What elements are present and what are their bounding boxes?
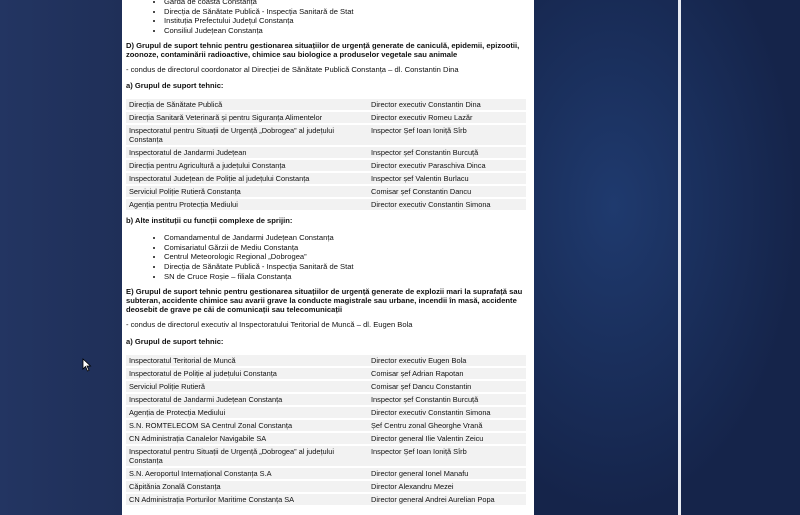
table-cell: Director executiv Eugen Bola — [368, 355, 526, 366]
table-cell: Inspector șef Valentin Burlacu — [368, 173, 526, 184]
section-e-led-by: - condus de directorul executiv al Inspectoratului Teritorial de Muncă – dl. Eugen Bola — [126, 319, 413, 329]
list-item: • SN de Cruce Roșie – filiala Constanța — [164, 272, 534, 282]
table-row — [126, 420, 526, 431]
table-cell: Comisar șef Dancu Constantin — [368, 381, 526, 392]
table-cell: Serviciul Poliție Rutieră — [126, 381, 368, 392]
table-row — [126, 381, 526, 392]
list-item: • Comisariatul Gărzii de Mediu Constanța — [164, 243, 534, 253]
top-institution-list — [122, 0, 534, 35]
table-cell: Director executiv Paraschiva Dinca — [368, 160, 526, 171]
table-row — [126, 99, 526, 110]
table-cell: Inspector șef Constantin Burcuță — [368, 147, 526, 158]
right-divider — [678, 0, 681, 515]
section-e-table — [126, 353, 526, 507]
section-d-table — [126, 97, 526, 212]
table-row — [126, 446, 526, 466]
table-cell: Inspectoratul Județean de Poliție al județului Constanța — [126, 173, 368, 184]
list-item: • Direcția de Sănătate Publică - Inspecția Sanitară de Stat — [164, 262, 534, 272]
table-cell: CN Administrația Canalelor Navigabile SA — [126, 433, 368, 444]
table-row — [126, 407, 526, 418]
document-page — [122, 0, 534, 515]
section-d-heading: D) Grupul de suport tehnic pentru gestionarea situațiilor de urgență generate de caniculă, epidemii, epizootii, zoonoze, contaminării radioactive, chimice sau biologice a produselor vegetale sau animale — [126, 41, 520, 60]
section-e-heading: E) Grupul de suport tehnic pentru gestionarea situațiilor de urgență generate de explozii mari la suprafață sau subteran, accidente chimice sau avarii grave la conducte magistrale sau urbane, incendii în masă, accidente deosebit de grave pe căi de comunicații sau telecomunicații — [126, 287, 523, 315]
table-cell: Comisar șef Constantin Dancu — [368, 186, 526, 197]
table-cell: Căpitănia Zonală Constanța — [126, 481, 368, 492]
table-row — [126, 468, 526, 479]
list-item: • Consiliul Județean Constanța — [164, 26, 534, 36]
table-cell: Șef Centru zonal Gheorghe Vrană — [368, 420, 526, 431]
list-item: • Centrul Meteorologic Regional „Dobrogea” — [164, 252, 534, 262]
list-item: • Direcția de Sănătate Publică - Inspecția Sanitară de Stat — [164, 7, 534, 17]
table-cell: Inspectoratul de Poliție al județului Constanța — [126, 368, 368, 379]
table-cell: Inspectoratul pentru Situații de Urgență „Dobrogea” al județului Constanța — [126, 125, 368, 145]
table-cell: Inspectoratul pentru Situații de Urgență „Dobrogea” al județului Constanța — [126, 446, 368, 466]
list-item: • Instituția Prefectului Județul Constanța — [164, 16, 534, 26]
table-cell: Inspector Șef Ioan Ioniță Sîrb — [368, 125, 526, 145]
table-cell: Director executiv Constantin Simona — [368, 407, 526, 418]
table-cell: Direcția de Sănătate Publică — [126, 99, 368, 110]
table-row — [126, 368, 526, 379]
section-d-led-by: - condus de directorul coordonator al Direcției de Sănătate Publică Constanța – dl. Constantin Dina — [126, 65, 459, 75]
table-row — [126, 173, 526, 184]
table-cell: Director general Andrei Aurelian Popa — [368, 494, 526, 505]
table-cell: Inspectoratul Teritorial de Muncă — [126, 355, 368, 366]
right-background — [534, 0, 800, 515]
table-row — [126, 481, 526, 492]
table-row — [126, 394, 526, 405]
section-d-subheading-b: b) Alte instituții cu funcții complexe de sprijin: — [126, 216, 293, 226]
table-cell: Agenția de Protecția Mediului — [126, 407, 368, 418]
table-row — [126, 355, 526, 366]
table-cell: Inspector șef Constantin Burcuță — [368, 394, 526, 405]
mouse-pointer-icon — [82, 358, 92, 372]
table-cell: Director executiv Constantin Dina — [368, 99, 526, 110]
table-row — [126, 125, 526, 145]
table-cell: Agenția pentru Protecția Mediului — [126, 199, 368, 210]
list-item: • Garda de coastă Constanța — [164, 0, 534, 7]
list-item: • Comandamentul de Jandarmi Județean Constanța — [164, 233, 534, 243]
table-cell: Serviciul Poliție Rutieră Constanța — [126, 186, 368, 197]
table-row — [126, 494, 526, 505]
section-e-subheading-a: a) Grupul de suport tehnic: — [126, 336, 224, 346]
table-cell: S.N. Aeroportul Internațional Constanța S.A — [126, 468, 368, 479]
table-row — [126, 147, 526, 158]
table-row — [126, 186, 526, 197]
table-cell: Director executiv Romeu Lazăr — [368, 112, 526, 123]
table-row — [126, 433, 526, 444]
table-cell: Director executiv Constantin Simona — [368, 199, 526, 210]
table-cell: Direcția pentru Agricultură a județului Constanța — [126, 160, 368, 171]
table-row — [126, 112, 526, 123]
table-row — [126, 199, 526, 210]
left-background — [0, 0, 122, 515]
table-row — [126, 160, 526, 171]
section-d-support-list — [122, 233, 534, 281]
section-d-subheading-a: a) Grupul de suport tehnic: — [126, 81, 224, 91]
table-cell: Direcția Sanitară Veterinară și pentru Siguranța Alimentelor — [126, 112, 368, 123]
table-cell: Director general Ilie Valentin Zeicu — [368, 433, 526, 444]
table-cell: Inspectoratul de Jandarmi Județean — [126, 147, 368, 158]
table-cell: Director general Ionel Manafu — [368, 468, 526, 479]
table-cell: Comisar șef Adrian Rapotan — [368, 368, 526, 379]
table-cell: Inspector Șef Ioan Ioniță Sîrb — [368, 446, 526, 466]
table-cell: Inspectoratul de Jandarmi Județean Constanța — [126, 394, 368, 405]
table-cell: CN Administrația Porturilor Maritime Constanța SA — [126, 494, 368, 505]
table-cell: S.N. ROMTELECOM SA Centrul Zonal Constanța — [126, 420, 368, 431]
table-cell: Director Alexandru Mezei — [368, 481, 526, 492]
